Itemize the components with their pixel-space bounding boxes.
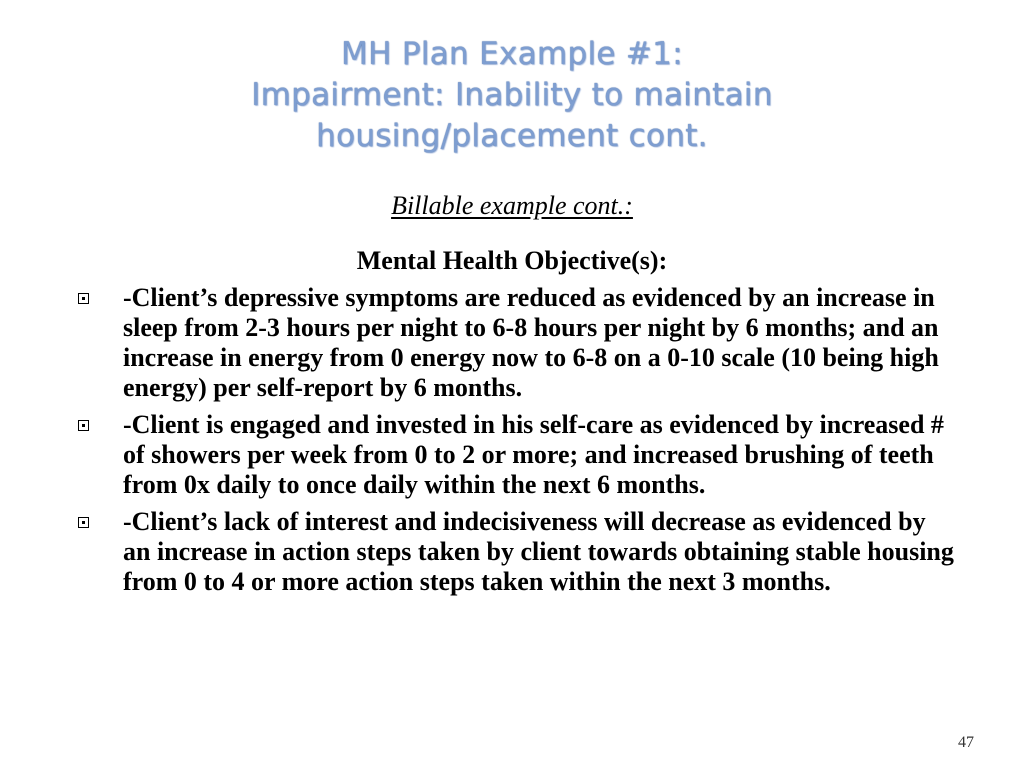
objectives-list: [123, 283, 958, 604]
title-line-1: MH Plan Example #1:: [341, 36, 683, 72]
objectives-heading: Mental Health Objective(s):: [356, 246, 668, 275]
list-item-text: -Client’s lack of interest and indecisiveness will decrease as evidenced by an increase in action steps taken by client towards obtaining stable housing from 0 to 4 or more action steps taken within the next 3 months.: [123, 507, 954, 596]
list-item: [123, 507, 958, 597]
list-item-text: -Client’s depressive symptoms are reduced as evidenced by an increase in sleep from 2-3 hours per night to 6-8 hours per night by 6 months; and an increase in energy from 0 energy now to 6-8 on a 0-10 scale (10 being high energy) per self-report by 6 months.: [123, 283, 939, 402]
slide-title: [0, 34, 1024, 157]
slide-subtitle: [0, 189, 1024, 223]
title-line-2: Impairment: Inability to maintain: [251, 77, 773, 113]
subtitle-text: Billable example cont.:: [391, 191, 633, 220]
list-item: [123, 410, 958, 500]
title-line-3: housing/placement cont.: [316, 118, 708, 154]
square-bullet-icon: [78, 293, 89, 304]
square-bullet-icon: [78, 517, 89, 528]
square-bullet-icon: [78, 420, 89, 431]
page-number: 47: [958, 734, 974, 751]
list-item: [123, 283, 958, 403]
list-item-text: -Client is engaged and invested in his self-care as evidenced by increased # of showers per week from 0 to 2 or more; and increased brushing of teeth from 0x daily to once daily within the next 6 months.: [123, 410, 944, 499]
